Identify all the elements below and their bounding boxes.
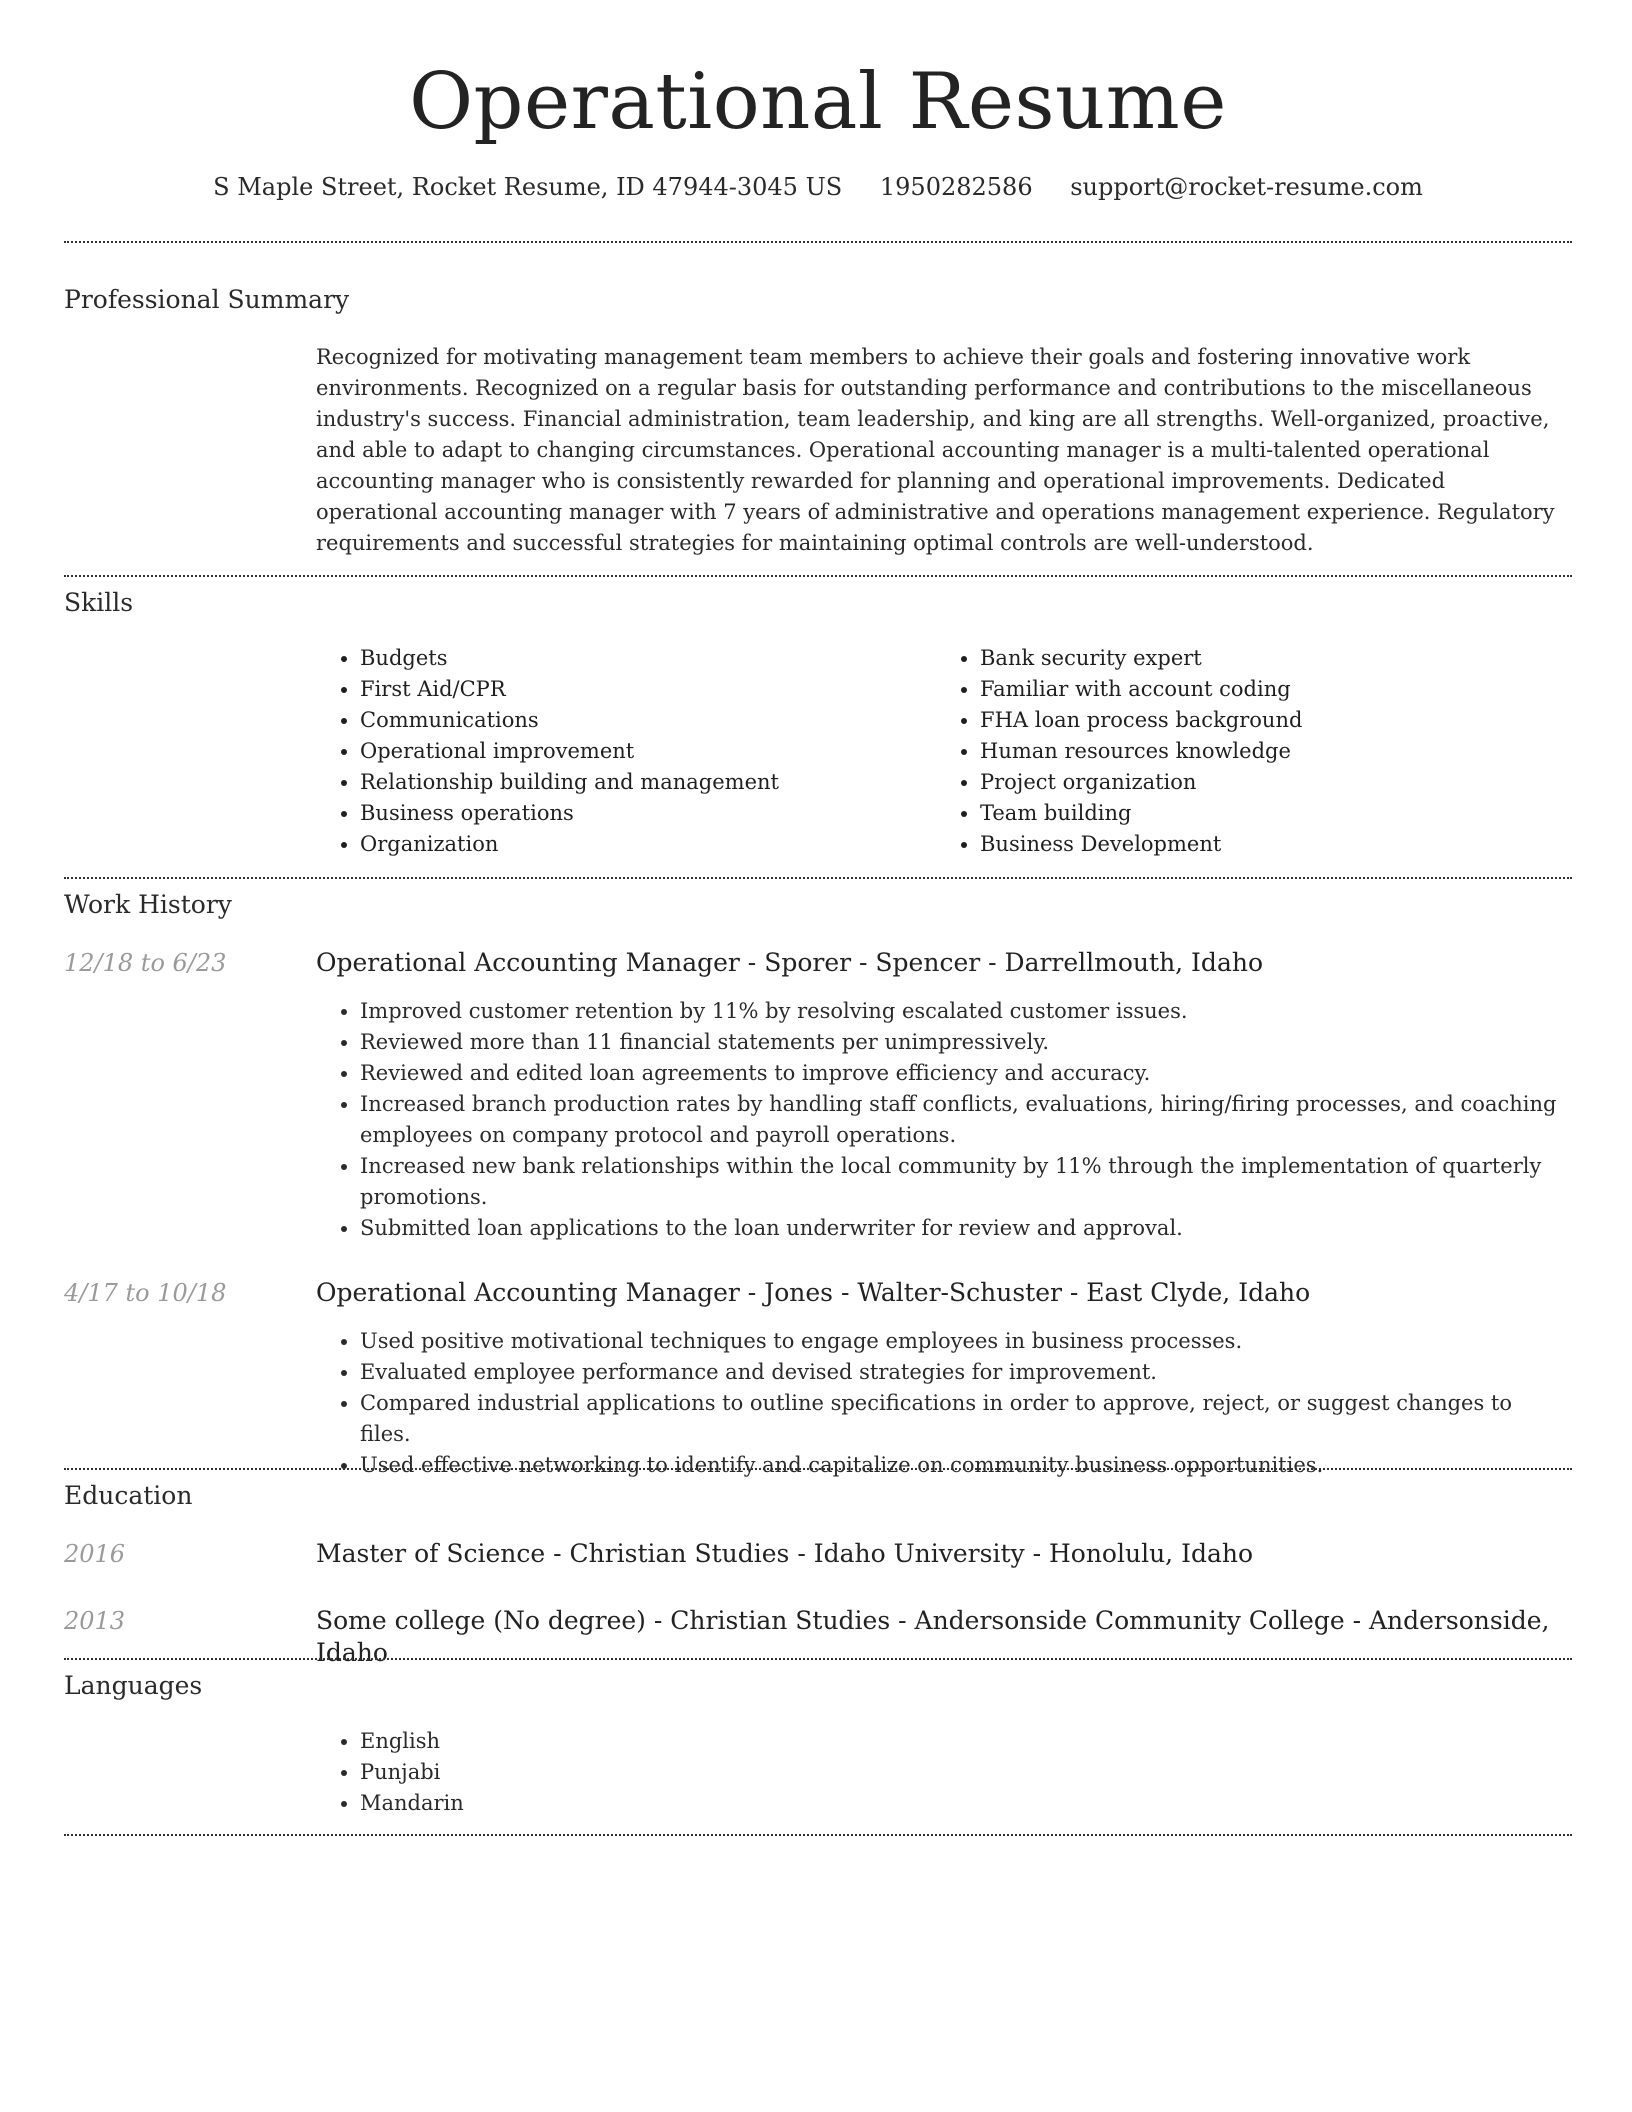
education-year: 2016 — [64, 1540, 126, 1568]
divider — [64, 1468, 1572, 1470]
contact-address: S Maple Street, Rocket Resume, ID 47944-3045 US — [213, 173, 843, 201]
divider — [64, 1658, 1572, 1660]
list-item: • Reviewed more than 11 financial statements per unimpressively. — [360, 1027, 1562, 1058]
list-item: • First Aid/CPR — [360, 674, 936, 705]
list-item: • Increased new bank relationships within the local community by 11% through the implementation of quarterly promotions. — [360, 1151, 1562, 1213]
list-item: • Project organization — [980, 767, 1556, 798]
list-item: • Communications — [360, 705, 936, 736]
resume-title: Operational Resume — [409, 57, 1227, 147]
list-item: • Increased branch production rates by handling staff conflicts, evaluations, hiring/firing processes, and coaching employees on company protocol and payroll operations. — [360, 1089, 1562, 1151]
list-item: • Operational improvement — [360, 736, 936, 767]
summary-text: Recognized for motivating management team members to achieve their goals and fostering innovative work environments. Recognized on a regular basis for outstanding performance and contributions to the miscellaneous industry's success. Financial administration, team leadership, and king are all strengths. Well-organized, proactive, and able to adapt to changing circumstances. Operational accounting manager is a multi-talented operational accounting manager who is consistently rewarded for planning and operational improvements. Dedicated operational accounting manager with 7 years of administrative and operations management experience. Regulatory requirements and successful strategies for maintaining optimal controls are well-understood. — [316, 345, 1555, 555]
list-item: • Organization — [360, 829, 936, 860]
skills-column-left — [316, 643, 936, 860]
skills-heading: Skills — [64, 588, 134, 617]
education-heading: Education — [64, 1481, 193, 1510]
list-item: • Mandarin — [360, 1788, 1562, 1819]
divider — [64, 877, 1572, 879]
list-item: • Human resources knowledge — [980, 736, 1556, 767]
languages-list — [316, 1726, 1562, 1819]
contact-phone: 1950282586 — [879, 173, 1033, 201]
list-item: • Bank security expert — [980, 643, 1556, 674]
list-item: • Evaluated employee performance and devised strategies for improvement. — [360, 1357, 1562, 1388]
contact-email: support@rocket-resume.com — [1070, 173, 1423, 201]
education-entry: Some college (No degree) - Christian Studies - Andersonside Community College - Andersonside, Idaho — [316, 1606, 1550, 1667]
list-item: • Used effective networking to identify and capitalize on community business opportunities. — [360, 1450, 1562, 1481]
job-dates: 12/18 to 6/23 — [64, 949, 227, 977]
job-bullet-list — [316, 996, 1562, 1244]
work-heading: Work History — [64, 890, 232, 919]
list-item: • Business Development — [980, 829, 1556, 860]
list-item: • Punjabi — [360, 1757, 1562, 1788]
job-bullets — [316, 996, 1562, 1244]
job-bullet-list — [316, 1326, 1562, 1481]
job-dates: 4/17 to 10/18 — [64, 1279, 227, 1307]
list-item: • Submitted loan applications to the loan underwriter for review and approval. — [360, 1213, 1562, 1244]
list-item: • Used positive motivational techniques to engage employees in business processes. — [360, 1326, 1562, 1357]
skills-column-right — [936, 643, 1556, 860]
list-item: • Relationship building and management — [360, 767, 936, 798]
list-item: • English — [360, 1726, 1562, 1757]
list-item: • FHA loan process background — [980, 705, 1556, 736]
contact-line — [64, 172, 1572, 202]
language-bullet-list — [316, 1726, 1562, 1819]
job-bullets — [316, 1326, 1562, 1481]
job-title: Operational Accounting Manager - Jones - Walter-Schuster - East Clyde, Idaho — [316, 1278, 1311, 1307]
skills-list — [316, 643, 1556, 860]
divider — [64, 1834, 1572, 1836]
divider — [64, 575, 1572, 577]
list-item: • Compared industrial applications to outline specifications in order to approve, reject, or suggest changes to files. — [360, 1388, 1562, 1450]
list-item: • Improved customer retention by 11% by resolving escalated customer issues. — [360, 996, 1562, 1027]
resume-page — [64, 0, 1572, 1815]
education-entry: Master of Science - Christian Studies - Idaho University - Honolulu, Idaho — [316, 1539, 1253, 1568]
divider — [64, 241, 1572, 243]
summary-heading: Professional Summary — [64, 285, 350, 314]
list-item: • Team building — [980, 798, 1556, 829]
job-title: Operational Accounting Manager - Sporer - Spencer - Darrellmouth, Idaho — [316, 948, 1263, 977]
education-year: 2013 — [64, 1607, 126, 1635]
list-item: • Business operations — [360, 798, 936, 829]
list-item: • Budgets — [360, 643, 936, 674]
list-item: • Reviewed and edited loan agreements to improve efficiency and accuracy. — [360, 1058, 1562, 1089]
languages-heading: Languages — [64, 1671, 203, 1700]
list-item: • Familiar with account coding — [980, 674, 1556, 705]
